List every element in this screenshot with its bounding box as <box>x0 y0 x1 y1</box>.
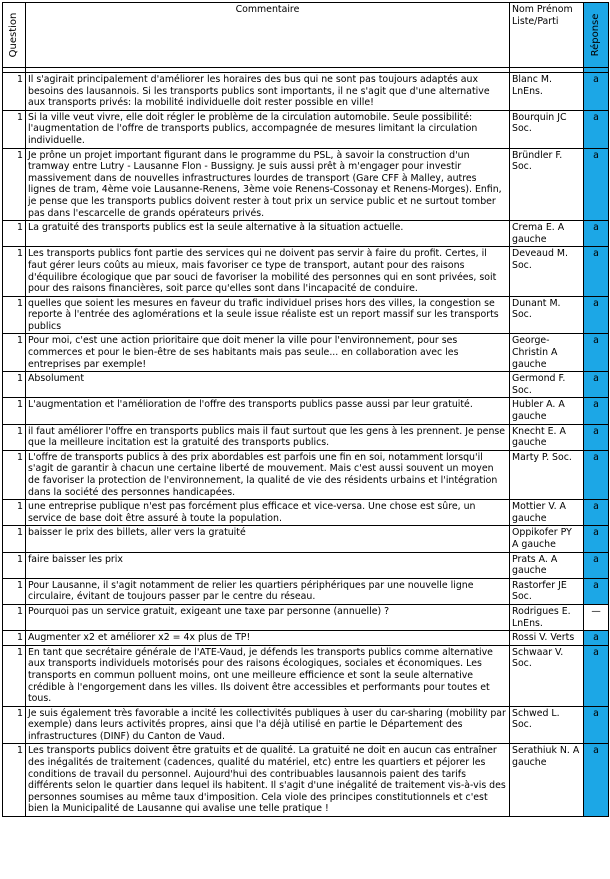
table-row <box>3 334 609 372</box>
table-row <box>3 552 609 578</box>
question-number: 1 <box>3 372 26 398</box>
question-number: 1 <box>3 247 26 296</box>
comment-cell: baisser le prix des billets, aller vers la gratuité <box>26 526 510 552</box>
table-row <box>3 247 609 296</box>
table-row <box>3 73 609 111</box>
question-number: 1 <box>3 110 26 148</box>
answer-cell: a <box>584 334 609 372</box>
comment-cell: L'augmentation et l'amélioration de l'offre des transports publics passe aussi par leur gratuité. <box>26 398 510 424</box>
question-number: 1 <box>3 500 26 526</box>
comment-cell: Je prône un projet important figurant dans le programme du PSL, à savoir la construction d'un tramway entre Lutry - Lausanne Flon - Bussigny. Je suis aussi prêt à m'engager pour investir massivement dans de nouvelles infrastructures lourdes de transport (Gare CFF à Malley, autres lignes de tram, 4ème voie Lausanne-Renens, 3ème voie Renens-Cossonay et Renens-Morges). Enfin, je pense que les transports publics doivent rester à tout prix un service public et ne surtout tomber pas dans l'escarcelle de grands opérateurs privés. <box>26 148 510 221</box>
answer-cell: a <box>584 631 609 646</box>
answer-cell: — <box>584 604 609 630</box>
answer-cell: a <box>584 526 609 552</box>
table-body <box>3 68 609 817</box>
question-number: 1 <box>3 296 26 334</box>
comment-cell: Si la ville veut vivre, elle doit régler le problème de la circulation automobile. Seule possibilité: l'augmentation de l'offre de transports publics, accompagnée de mesures limitant la circulation individuelle. <box>26 110 510 148</box>
table-row <box>3 450 609 499</box>
name-cell: Marty P. Soc. <box>510 450 584 499</box>
name-cell: Crema E. A gauche <box>510 221 584 247</box>
name-cell: Hubler A. A gauche <box>510 398 584 424</box>
name-cell: Serathiuk N. A gauche <box>510 744 584 817</box>
name-cell: Rodrigues E. LnEns. <box>510 604 584 630</box>
comment-cell: Les transports publics font partie des services qui ne doivent pas servir à faire du profit. Certes, il faut gérer leurs coûts au mieux, mais favoriser ce type de transport, autant pour des raisons d'équilibre écologique que par souci de favoriser la mobilité des personnes qui en sont privées, soit pour des raisons financières, soit parce qu'elles sont dans l'incapacité de conduire. <box>26 247 510 296</box>
table-row <box>3 706 609 744</box>
comment-cell: Pour Lausanne, il s'agit notamment de relier les quartiers périphériques par une nouvelle ligne circulaire, évitant de toujours passer par le centre du réseau. <box>26 578 510 604</box>
answer-cell: a <box>584 110 609 148</box>
question-number: 1 <box>3 578 26 604</box>
table-row <box>3 424 609 450</box>
comment-cell: L'offre de transports publics à des prix abordables est parfois une fin en soi, notamment lorsqu'il s'agit de garantir à chacun une certaine liberté de mouvement. Mais c'est aussi souvent un moyen de favoriser la protection de l'environnement, la qualité de vie des résidents urbains et l'intégration dans la société des personnes handicapées. <box>26 450 510 499</box>
question-number: 1 <box>3 398 26 424</box>
table-row <box>3 221 609 247</box>
table-row <box>3 645 609 706</box>
answer-cell: a <box>584 247 609 296</box>
table-row <box>3 110 609 148</box>
comment-cell: quelles que soient les mesures en faveur du trafic individuel prises hors des villes, la congestion se reporte à l'entrée des aglomérations et la seule issue réaliste est un report massif sur les transports publics <box>26 296 510 334</box>
question-number: 1 <box>3 73 26 111</box>
question-number: 1 <box>3 552 26 578</box>
name-cell: Mottier V. A gauche <box>510 500 584 526</box>
nom-header: Nom Prénom Liste/Parti <box>510 3 584 68</box>
table-row <box>3 744 609 817</box>
name-cell: Schwaar V. Soc. <box>510 645 584 706</box>
commentaire-header: Commentaire <box>26 3 510 68</box>
name-cell: Rastorfer JE Soc. <box>510 578 584 604</box>
question-number: 1 <box>3 450 26 499</box>
answer-cell: a <box>584 578 609 604</box>
question-number: 1 <box>3 526 26 552</box>
answer-cell: a <box>584 73 609 111</box>
comment-cell: Pour moi, c'est une action prioritaire que doit mener la ville pour l'environnement, pour ses commerces et pour le bien-être de ses habitants mais pas seule... en collaboration avec les entreprises par exemple! <box>26 334 510 372</box>
comment-cell: Augmenter x2 et améliorer x2 = 4x plus de TP! <box>26 631 510 646</box>
table-row <box>3 296 609 334</box>
comment-cell: Les transports publics doivent être gratuits et de qualité. La gratuité ne doit en aucun cas entraîner des inégalités de traitement (cadences, qualité du matériel, etc) entre les quartiers et péjorer les conditions de travail du personnel. Aujourd'hui des contribuables lausannois paient des tarifs différents selon le quartier dans lequel ils habitent. Il s'agit d'une inégalité de traitement vis-à-vis des personnes soumises au même taux d'imposition. Cela viole des principes constitutionnels et c'est bien la Municipalité de Lausanne qui avalise une telle pratique ! <box>26 744 510 817</box>
answer-cell: a <box>584 706 609 744</box>
name-cell: Bourquin JC Soc. <box>510 110 584 148</box>
name-cell: Deveaud M. Soc. <box>510 247 584 296</box>
question-number: 1 <box>3 706 26 744</box>
table-row <box>3 578 609 604</box>
table-row <box>3 500 609 526</box>
answer-cell: a <box>584 221 609 247</box>
question-number: 1 <box>3 645 26 706</box>
comment-cell: Il s'agirait principalement d'améliorer les horaires des bus qui ne sont pas toujours adaptés aux besoins des lausannois. Si les transports publics sont importants, il ne s'agit que d'une alternative aux transports privés: la mobilité individuelle doit rester possible en ville! <box>26 73 510 111</box>
question-number: 1 <box>3 334 26 372</box>
comment-cell: En tant que secrétaire générale de l'ATE-Vaud, je défends les transports publics comme alternative aux transports individuels motorisés pour des raisons écologiques, sociales et économiques. Les transports en commun polluent moins, ont une meilleure efficience et sont la seule alternative crédible à l'engorgement dans les villes. Ils doivent être accessibles et performants pour toutes et tous. <box>26 645 510 706</box>
question-number: 1 <box>3 148 26 221</box>
comment-cell: Je suis également très favorable a incité les collectivités publiques à user du car-sharing (mobility par exemple) dans leurs activités propres, ainsi que l'a déjà utilisé en partie le Département des infrastructures (DINF) du Canton de Vaud. <box>26 706 510 744</box>
table-row <box>3 372 609 398</box>
question-number: 1 <box>3 604 26 630</box>
comment-cell: Absolument <box>26 372 510 398</box>
comment-cell: Pourquoi pas un service gratuit, exigeant une taxe par personne (annuelle) ? <box>26 604 510 630</box>
answer-cell: a <box>584 296 609 334</box>
reponse-header: Réponse <box>584 3 609 68</box>
answer-cell: a <box>584 500 609 526</box>
answer-cell: a <box>584 744 609 817</box>
question-number: 1 <box>3 424 26 450</box>
name-cell: Oppikofer PY A gauche <box>510 526 584 552</box>
comment-cell: une entreprise publique n'est pas forcément plus efficace et vice-versa. Une chose est sûre, un service de base doit être assuré à toute la population. <box>26 500 510 526</box>
question-number: 1 <box>3 631 26 646</box>
name-cell: Bründler F. Soc. <box>510 148 584 221</box>
header-row <box>3 3 609 68</box>
table-row <box>3 631 609 646</box>
answer-cell: a <box>584 148 609 221</box>
name-cell: Dunant M. Soc. <box>510 296 584 334</box>
answer-cell: a <box>584 398 609 424</box>
question-number: 1 <box>3 744 26 817</box>
table-row <box>3 398 609 424</box>
survey-table <box>2 2 609 817</box>
answer-cell: a <box>584 372 609 398</box>
answer-cell: a <box>584 424 609 450</box>
question-header: Question <box>3 3 26 68</box>
name-cell: Prats A. A gauche <box>510 552 584 578</box>
table-row <box>3 148 609 221</box>
name-cell: Germond F. Soc. <box>510 372 584 398</box>
name-cell: George-Christin A gauche <box>510 334 584 372</box>
answer-cell: a <box>584 552 609 578</box>
comment-cell: faire baisser les prix <box>26 552 510 578</box>
answer-cell: a <box>584 645 609 706</box>
comment-cell: La gratuité des transports publics est la seule alternative à la situation actuelle. <box>26 221 510 247</box>
question-number: 1 <box>3 221 26 247</box>
name-cell: Schwed L. Soc. <box>510 706 584 744</box>
name-cell: Knecht E. A gauche <box>510 424 584 450</box>
table-row <box>3 526 609 552</box>
comment-cell: il faut améliorer l'offre en transports publics mais il faut surtout que les gens à les prennent. Je pense que la meilleure incitation est la gratuité des transports publics. <box>26 424 510 450</box>
answer-cell: a <box>584 450 609 499</box>
name-cell: Rossi V. Verts <box>510 631 584 646</box>
name-cell: Blanc M. LnEns. <box>510 73 584 111</box>
table-row <box>3 604 609 630</box>
